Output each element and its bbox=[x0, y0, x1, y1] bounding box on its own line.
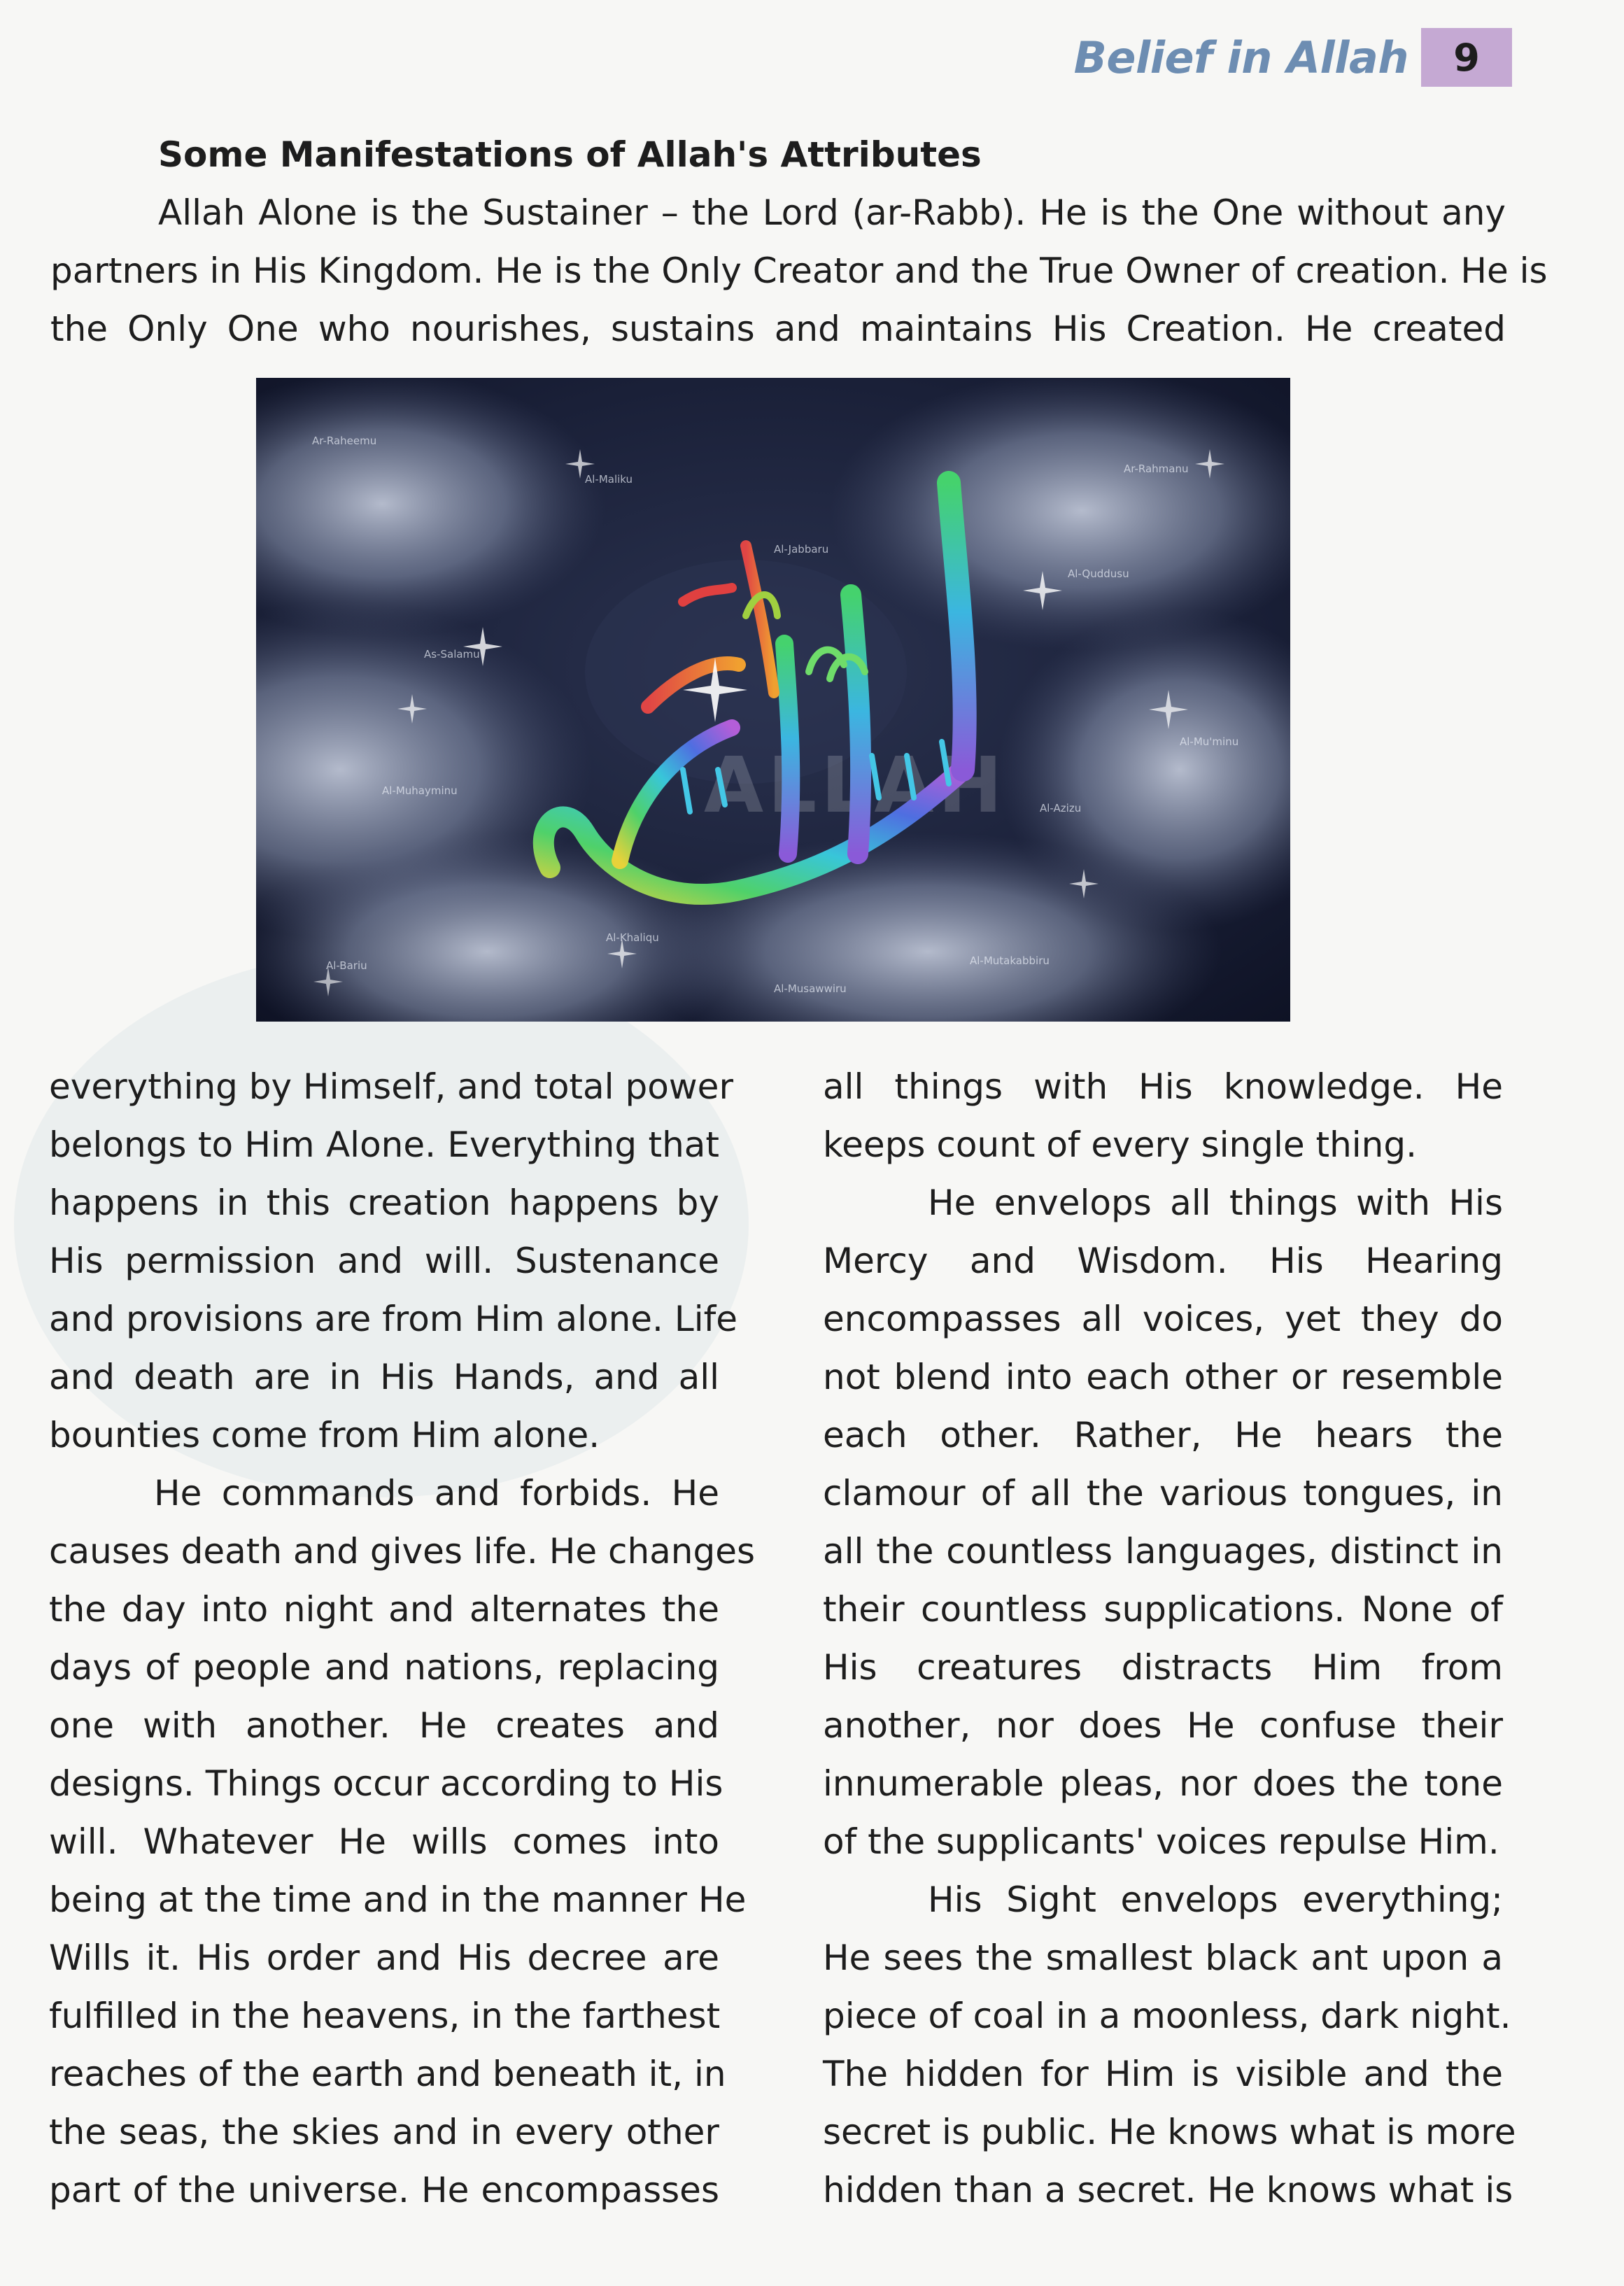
text-line: of the supplicants' voices repulse Him. bbox=[823, 1821, 1499, 1862]
text-line: everything by Himself, and total power bbox=[49, 1066, 734, 1107]
text-line: secret is public. He knows what is more bbox=[823, 2112, 1516, 2152]
text-line: designs. Things occur according to His bbox=[49, 1763, 723, 1804]
intro-paragraph bbox=[50, 184, 1548, 358]
text-line: He envelops all things with His bbox=[928, 1183, 1503, 1223]
left-column bbox=[49, 1058, 756, 2220]
text-line: causes death and gives life. He changes bbox=[49, 1531, 756, 1572]
calligraphy-watermark: ALLAH bbox=[704, 740, 1007, 830]
name-label: Ar-Raheemu bbox=[312, 435, 377, 447]
text-line: belongs to Him Alone. Everything that bbox=[49, 1124, 719, 1165]
text-line: fulfilled in the heavens, in the farthest bbox=[49, 1996, 721, 2036]
text-line: He commands and forbids. He bbox=[154, 1473, 719, 1514]
text-line: being at the time and in the manner He bbox=[49, 1879, 747, 1920]
text-line: their countless supplications. None of bbox=[823, 1589, 1503, 1630]
text-line: He sees the smallest black ant upon a bbox=[823, 1938, 1503, 1978]
name-label: Al-Maliku bbox=[585, 473, 633, 486]
page-number: 9 bbox=[1421, 28, 1512, 87]
text-line: one with another. He creates and bbox=[49, 1705, 719, 1746]
text-line: all the countless languages, distinct in bbox=[823, 1531, 1503, 1572]
text-line: the day into night and alternates the bbox=[49, 1589, 719, 1630]
text-line: the Only One who nourishes, sustains and maintains His Creation. He created bbox=[50, 309, 1506, 349]
name-label: Ar-Rahmanu bbox=[1124, 463, 1189, 475]
right-column bbox=[823, 1058, 1516, 2220]
text-line: Wills it. His order and His decree are bbox=[49, 1938, 719, 1978]
text-line: days of people and nations, replacing bbox=[49, 1647, 719, 1688]
running-header bbox=[1074, 28, 1512, 87]
text-line: piece of coal in a moonless, dark night. bbox=[823, 1996, 1511, 2036]
name-label: Al-Mutakabbiru bbox=[970, 954, 1050, 967]
text-line: Allah Alone is the Sustainer – the Lord (ar-Rabb). He is the One without any bbox=[158, 192, 1506, 233]
text-line: not blend into each other or resemble bbox=[823, 1357, 1503, 1397]
text-line: encompasses all voices, yet they do bbox=[823, 1299, 1503, 1339]
text-line: each other. Rather, He hears the bbox=[823, 1415, 1503, 1455]
text-line: clamour of all the various tongues, in bbox=[823, 1473, 1503, 1514]
text-line: His permission and will. Sustenance bbox=[49, 1241, 719, 1281]
text-line: happens in this creation happens by bbox=[49, 1183, 719, 1223]
text-line: innumerable pleas, nor does the tone bbox=[823, 1763, 1503, 1804]
text-line: another, nor does He confuse their bbox=[823, 1705, 1503, 1746]
name-label: Al-Quddusu bbox=[1068, 567, 1129, 580]
text-line: hidden than a secret. He knows what is bbox=[823, 2170, 1513, 2210]
text-line: the seas, the skies and in every other bbox=[49, 2112, 719, 2152]
section-heading: Some Manifestations of Allah's Attributes bbox=[158, 134, 982, 175]
name-label: Al-Muhayminu bbox=[382, 784, 458, 797]
name-label: Al-Azizu bbox=[1040, 802, 1082, 814]
text-line: Mercy and Wisdom. His Hearing bbox=[823, 1241, 1503, 1281]
text-line: and death are in His Hands, and all bbox=[49, 1357, 719, 1397]
text-line: part of the universe. He encompasses bbox=[49, 2170, 719, 2210]
name-label: Al-Khaliqu bbox=[606, 931, 659, 944]
text-line: partners in His Kingdom. He is the Only Creator and the True Owner of creation. He is bbox=[50, 251, 1548, 291]
text-line: all things with His knowledge. He bbox=[823, 1066, 1503, 1107]
text-line: bounties come from Him alone. bbox=[49, 1415, 600, 1455]
name-label: Al-Musawwiru bbox=[774, 982, 847, 995]
text-line: His Sight envelops everything; bbox=[928, 1879, 1503, 1920]
text-line: keeps count of every single thing. bbox=[823, 1124, 1417, 1165]
text-line: His creatures distracts Him from bbox=[823, 1647, 1503, 1688]
name-label: As-Salamu bbox=[424, 648, 480, 661]
allah-calligraphy-artwork bbox=[256, 378, 1290, 1022]
text-line: will. Whatever He wills comes into bbox=[49, 1821, 719, 1862]
text-line: The hidden for Him is visible and the bbox=[823, 2054, 1503, 2094]
text-line: and provisions are from Him alone. Life bbox=[49, 1299, 737, 1339]
running-title: Belief in Allah bbox=[1073, 31, 1408, 83]
text-line: reaches of the earth and beneath it, in bbox=[49, 2054, 726, 2094]
name-label: Al-Jabbaru bbox=[774, 543, 829, 556]
calligraphy-image bbox=[256, 378, 1290, 1022]
name-label: Al-Bariu bbox=[326, 959, 367, 972]
name-label: Al-Mu'minu bbox=[1180, 735, 1239, 748]
